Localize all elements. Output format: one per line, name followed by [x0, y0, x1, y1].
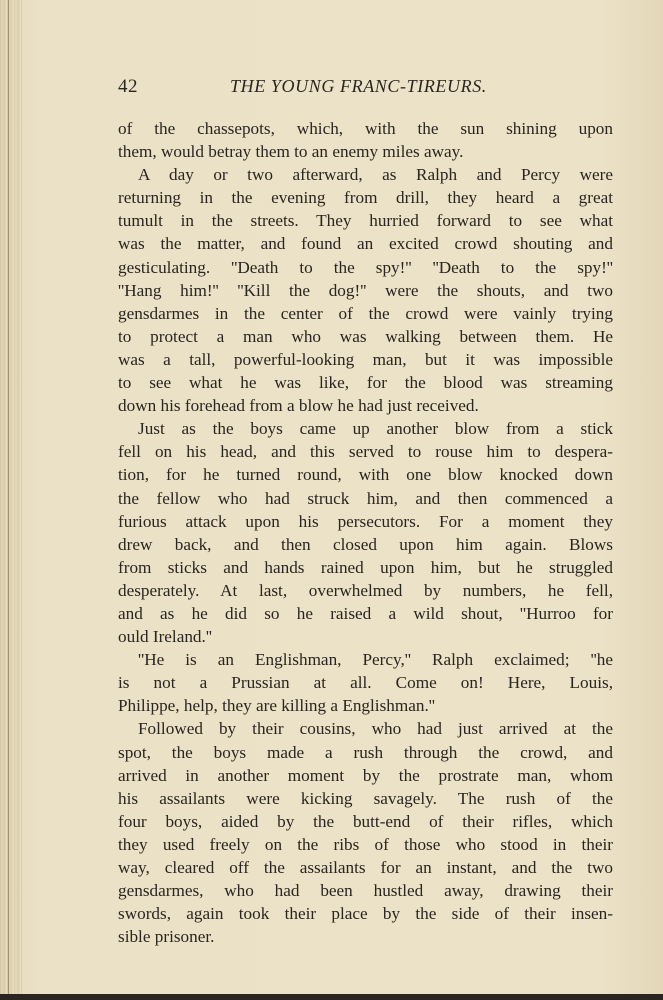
text-line: Just as the boys came up another blow from a stick: [138, 419, 613, 439]
text-line: desperately. At last, overwhelmed by numbers, he fell,: [118, 580, 613, 600]
text-line: tumult in the streets. They hurried forward to see what: [118, 211, 613, 231]
text-line: to protect a man who was walking between them. He: [118, 326, 613, 346]
text-line: gesticulating. ''Death to the spy!'' ''Death to the spy!'': [118, 257, 613, 277]
text-line: of the chassepots, which, with the sun shining upon: [118, 119, 613, 138]
text-line: tion, for he turned round, with one blow knocked down: [118, 465, 613, 485]
text-line: sible prisoner.: [118, 927, 215, 947]
text-line: way, cleared off the assailants for an instant, and the two: [118, 858, 613, 877]
text-line: his assailants were kicking savagely. The rush of the: [118, 788, 613, 808]
text-line: was a tall, powerful-looking man, but it was impossible: [118, 349, 613, 369]
text-line: ''Hang him!'' ''Kill the dog!'' were the shouts, and two: [118, 280, 613, 300]
text-line: returning in the evening from drill, they heard a great: [118, 188, 613, 208]
text-line: them, would betray them to an enemy miles away.: [118, 142, 464, 162]
text-line: spot, the boys made a rush through the crowd, and: [118, 742, 613, 762]
page-binding-edge: [0, 0, 22, 1000]
text-line: to see what he was like, for the blood was streaming: [118, 373, 613, 393]
text-line: the fellow who had struck him, and then commenced a: [118, 488, 613, 508]
text-line: furious attack upon his persecutors. For a moment they: [118, 511, 613, 531]
page-header: [118, 74, 614, 102]
text-line: was the matter, and found an excited crowd shouting and: [118, 234, 613, 254]
body-text: [118, 117, 613, 948]
page-number: 42: [118, 76, 138, 97]
text-line: ould Ireland.'': [118, 627, 213, 647]
text-line: A day or two afterward, as Ralph and Percy were: [138, 165, 613, 185]
binding-line: [8, 0, 9, 1000]
running-title: THE YOUNG FRANC-TIREURS.: [230, 76, 487, 96]
text-line: down his forehead from a blow he had just received.: [118, 396, 479, 416]
text-line: drew back, and then closed upon him again. Blows: [118, 534, 613, 554]
text-line: arrived in another moment by the prostrate man, whom: [118, 765, 613, 785]
text-line: swords, again took their place by the side of their insen-: [118, 904, 613, 924]
text-line: is not a Prussian at all. Come on! Here, Louis,: [118, 673, 613, 693]
bottom-edge: [0, 994, 663, 1000]
text-line: from sticks and hands rained upon him, but he struggled: [118, 557, 613, 577]
text-line: fell on his head, and this served to rouse him to despera-: [118, 442, 613, 462]
text-line: four boys, aided by the butt-end of their rifles, which: [118, 811, 613, 831]
text-line: gensdarmes in the center of the crowd were vainly trying: [118, 303, 613, 323]
text-line: gensdarmes, who had been hustled away, drawing their: [118, 881, 613, 901]
text-line: Philippe, help, they are killing a Englishman.'': [118, 696, 435, 716]
text-line: Followed by their cousins, who had just arrived at the: [138, 719, 613, 739]
text-line: ''He is an Englishman, Percy,'' Ralph exclaimed; ''he: [138, 650, 613, 670]
text-line: they used freely on the ribs of those who stood in their: [118, 834, 613, 854]
text-line: and as he did so he raised a wild shout, ''Hurroo for: [118, 603, 613, 623]
